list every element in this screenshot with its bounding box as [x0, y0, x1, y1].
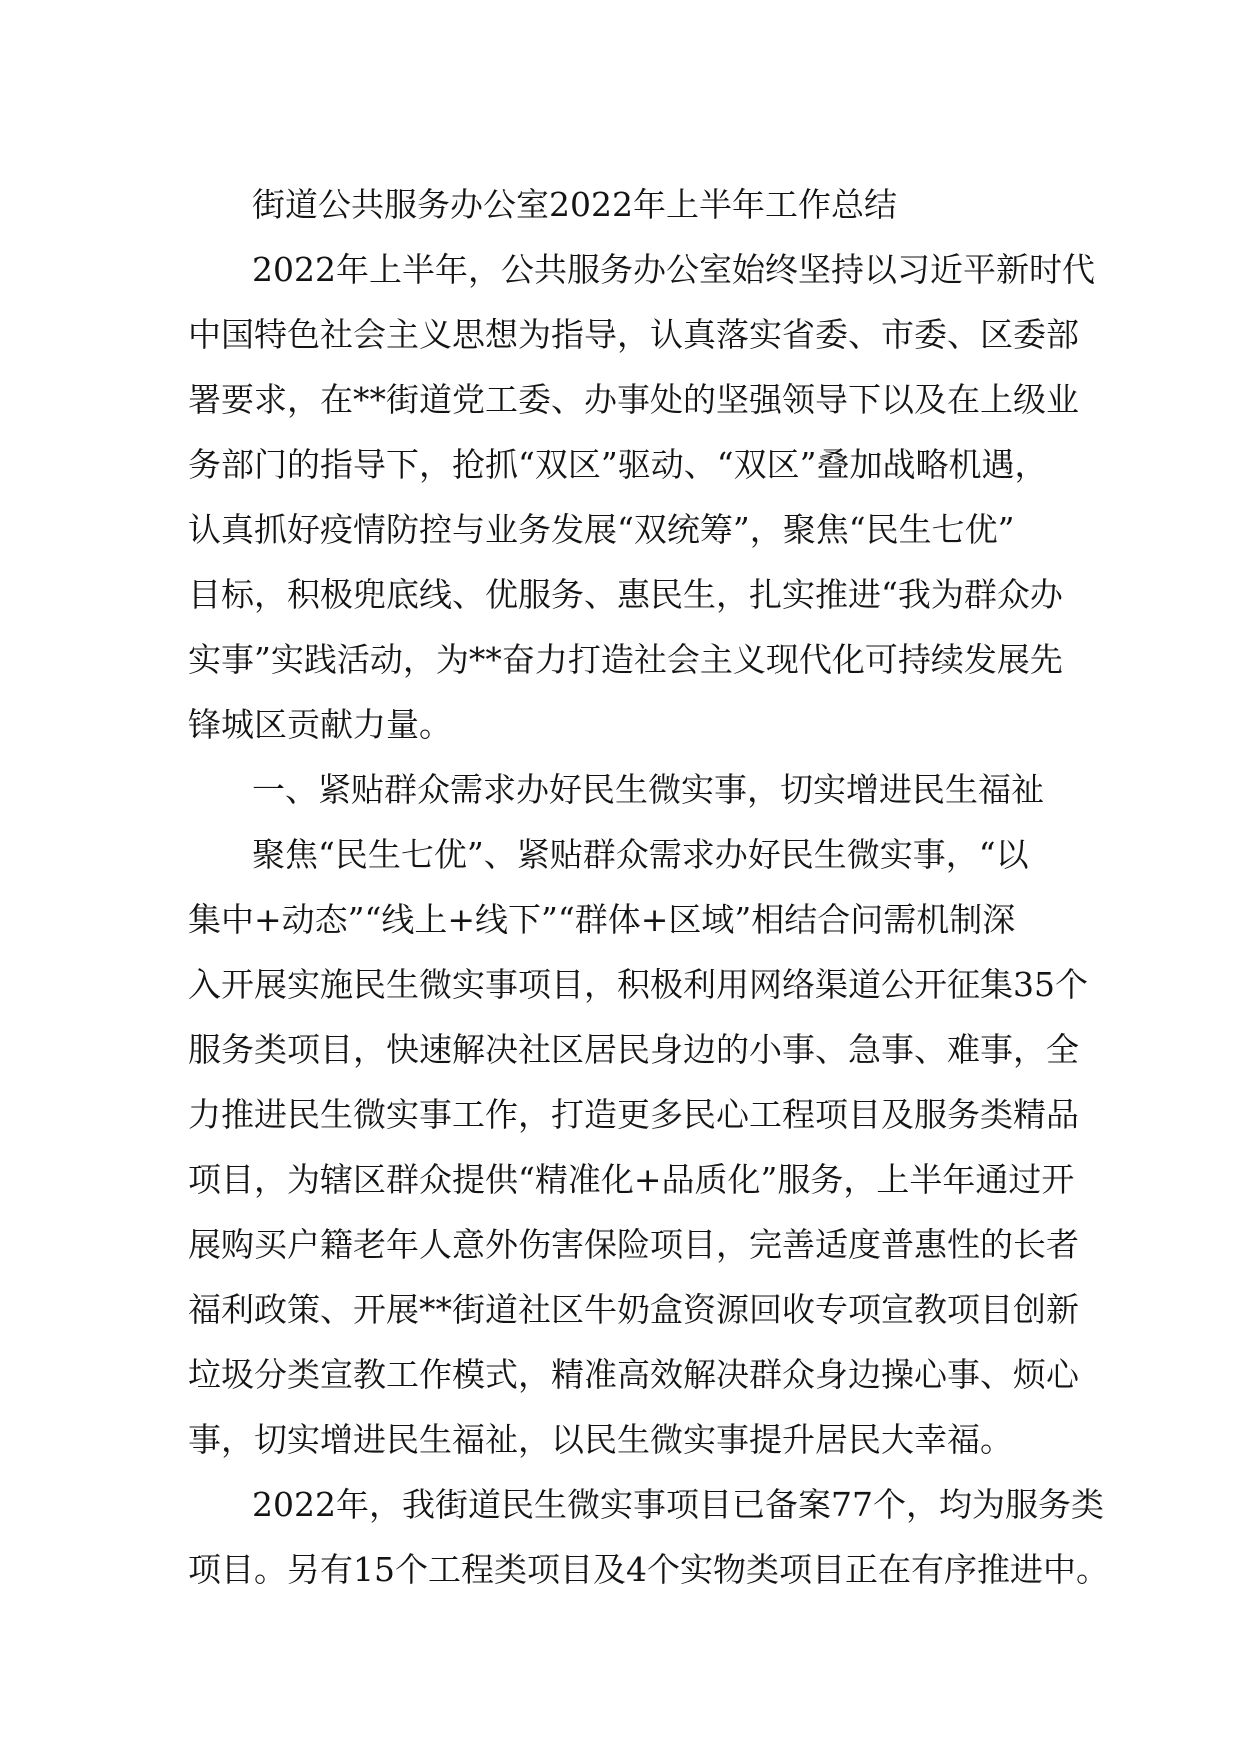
text-line: 力推进民生微实事工作，打造更多民心工程项目及服务类精品 [188, 1095, 1079, 1134]
text-line: 福利政策、开展**街道社区牛奶盒资源回收专项宣教项目创新 [188, 1290, 1079, 1329]
text-line: 事，切实增进民生福祉，以民生微实事提升居民大幸福。 [188, 1420, 1013, 1459]
text-line: 项目。另有15个工程类项目及4个实物类项目正在有序推进中。 [188, 1550, 1109, 1589]
text-line: 项目，为辖区群众提供“精准化+品质化”服务，上半年通过开 [188, 1160, 1075, 1199]
text-line: 中国特色社会主义思想为指导，认真落实省委、市委、区委部 [188, 315, 1079, 354]
text-line: 2022年，我街道民生微实事项目已备案77个，均为服务类 [252, 1485, 1104, 1524]
text-line: 集中+动态”“线上+线下”“群体+区域”相结合问需机制深 [188, 900, 1016, 939]
text-line: 入开展实施民生微实事项目，积极利用网络渠道公开征集35个 [188, 965, 1088, 1004]
text-line: 署要求，在**街道党工委、办事处的坚强领导下以及在上级业 [188, 380, 1079, 419]
paragraph-intro [188, 237, 1095, 757]
text-line: 聚焦“民生七优”、紧贴群众需求办好民生微实事，“以 [252, 835, 1029, 874]
paragraph-section-1 [188, 822, 1088, 1472]
text-line: 2022年上半年，公共服务办公室始终坚持以习近平新时代 [252, 250, 1095, 289]
text-line: 展购买户籍老年人意外伤害保险项目，完善适度普惠性的长者 [188, 1225, 1079, 1264]
text-line: 锋城区贡献力量。 [188, 705, 452, 744]
document-body [188, 172, 1109, 1602]
text-line: 垃圾分类宣教工作模式，精准高效解决群众身边操心事、烦心 [188, 1355, 1079, 1394]
text-line: 目标，积极兜底线、优服务、惠民生，扎实推进“我为群众办 [188, 575, 1063, 614]
document-title: 街道公共服务办公室2022年上半年工作总结 [252, 185, 897, 224]
text-line: 服务类项目，快速解决社区居民身边的小事、急事、难事，全 [188, 1030, 1079, 1069]
text-line: 认真抓好疫情防控与业务发展“双统筹”，聚焦“民生七优” [188, 510, 1015, 549]
section-heading: 一、紧贴群众需求办好民生微实事，切实增进民生福祉 [252, 770, 1044, 809]
text-line: 务部门的指导下，抢抓“双区”驱动、“双区”叠加战略机遇， [188, 445, 1048, 484]
paragraph-statistics [188, 1472, 1109, 1602]
text-line: 实事”实践活动，为**奋力打造社会主义现代化可持续发展先 [188, 640, 1063, 679]
